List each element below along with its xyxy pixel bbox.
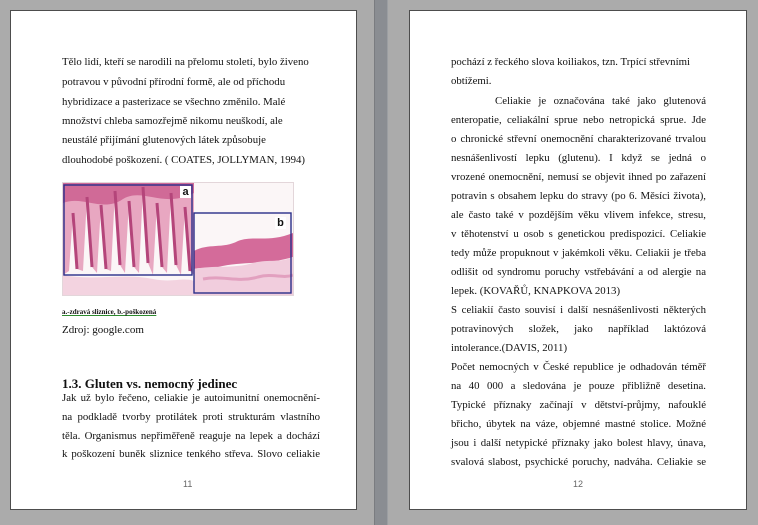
figure-source: Zdroj: google.com xyxy=(62,324,144,336)
figure-label-b: b xyxy=(275,217,286,229)
paragraph-line: jsou i další netypické příznaky jako bolest hlavy, únava, xyxy=(451,437,706,449)
page-11 xyxy=(10,10,357,510)
paragraph-line: břicho, úbytek na váze, objemné mastné stolice. Možné xyxy=(451,418,706,430)
page-12 xyxy=(409,10,747,510)
paragraph-line: Tělo lidí, kteří se narodili na přelomu století, bylo živeno xyxy=(62,56,309,68)
paragraph-line: Jak už bylo řečeno, celiakie je autoimunitní onemocnění- xyxy=(62,392,320,404)
paragraph-line: Celiakie je označována také jako glutenová xyxy=(495,95,706,107)
page-number: 11 xyxy=(183,479,193,489)
paragraph-line: pochází z řeckého slova koiliakos, tzn. Trpící střevními xyxy=(451,56,690,68)
paragraph-line: neustálé přijímání glutenových látek způsobuje xyxy=(62,134,266,146)
paragraph-line: v těhotenství u osob s genetickou predispozicí. Celiakie xyxy=(451,228,706,240)
paragraph-line: dlouhodobé poškození. ( COATES, JOLLYMAN, 1994) xyxy=(62,154,306,166)
paragraph-line: obtížemi. xyxy=(451,75,492,87)
figure-label-a: a xyxy=(180,186,191,198)
paragraph-line: těla. Organismus nepřiměřeně reaguje na lepek a dochází xyxy=(62,430,320,442)
paragraph-line: potravinových složek, jako například laktózová xyxy=(451,323,706,335)
page-gap-divider xyxy=(374,0,388,525)
paragraph-line: lepek. (KOVAŘŮ, KNAPKOVA 2013) xyxy=(451,285,621,297)
paragraph-line: S celiakií často souvisí i další nesnášenlivosti některých xyxy=(451,304,706,316)
section-heading: 1.3. Gluten vs. nemocný jedinec xyxy=(62,376,238,391)
paragraph-line: potravin s obsahem lepku do stravy (po 6. Měsíci života), xyxy=(451,190,706,202)
paragraph-line: hybridizace a pasterizace se všechno změnilo. Malé xyxy=(62,96,286,108)
paragraph-line: nesnášenlivostí lepku (glutenu). I když se jedná o xyxy=(451,152,706,164)
paragraph-line: množství chleba samozřejmě nikomu neuškodí, ale xyxy=(62,115,283,127)
paragraph-line: Typické příznaky začínají v dětství-průjmy, nafouklé xyxy=(451,399,706,411)
paragraph-line: o chronické střevní onemocnění charakterizované trvalou xyxy=(451,133,706,145)
paragraph-line: ale často také v pozdějším věku vlivem infekce, stresu, xyxy=(451,209,706,221)
paragraph-line: odlišit od syndromu poruchy vstřebávání a od alergie na xyxy=(451,266,706,278)
paragraph-line: Počet nemocných v České republice je odhadován téměř xyxy=(451,361,706,373)
paragraph-line: enteropatie, celiakální sprue nebo netropická sprue. Jde xyxy=(451,114,706,126)
paragraph-line: k poškození buněk sliznice tenkého střeva. Slovo celiakie xyxy=(62,448,320,460)
figure-caption: a.-zdravá sliznice, b.-poškozená xyxy=(62,308,157,316)
paragraph-line: na 40 000 a sledována je pouze přibližně desetina. xyxy=(451,380,706,392)
paragraph-line: na podkladě tvorby protilátek proti strukturám vlastního xyxy=(62,411,320,423)
paragraph-line: intolerance.(DAVIS, 2011) xyxy=(451,342,568,354)
mucosa-illustration xyxy=(63,183,293,295)
histology-figure xyxy=(62,182,294,296)
paragraph-line: vrozené onemocnění, nemusí se objevit ihned po zařazení xyxy=(451,171,706,183)
paragraph-line: potravou v původní přírodní formě, ale od příchodu xyxy=(62,76,286,88)
paragraph-line: tedy může propuknout v jakémkoli věku. Celiakii je třeba xyxy=(451,247,706,259)
page-number: 12 xyxy=(573,479,584,489)
paragraph-line: svalová slabost, psychické poruchy, nadváha. Celiakie se xyxy=(451,456,706,468)
